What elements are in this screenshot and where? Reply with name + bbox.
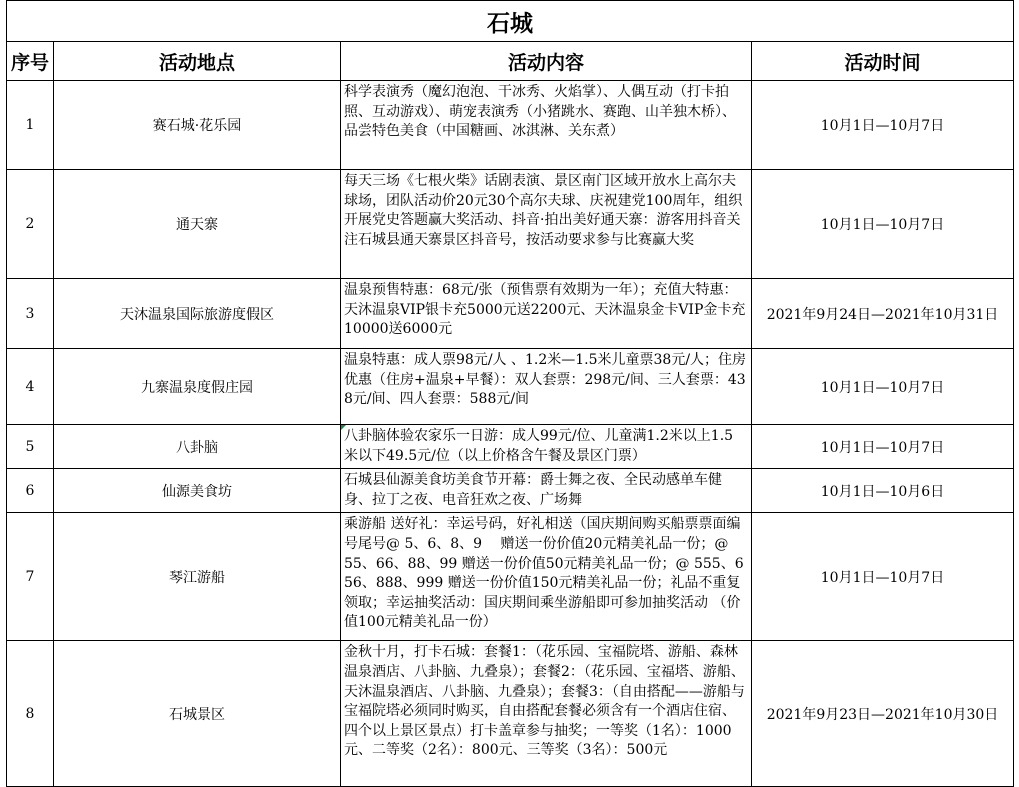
table-row [7,641,1014,787]
header-row [7,42,1014,81]
row-place: 天沐温泉国际旅游度假区 [54,279,341,349]
row-content: 每天三场《七根火柴》话剧表演、景区南门区域开放水上高尔夫球场，团队活动价20元30个高尔夫球、庆祝建党100周年，组织开展党史答题赢大奖活动、抖音·拍出美好通天寨：游客用抖音关注石城县通天寨景区抖音号，按活动要求参与比赛赢大奖 [341,170,752,279]
header-num: 序号 [7,42,54,81]
row-date: 10月1日—10月7日 [752,425,1014,469]
table-row [7,425,1014,469]
row-date: 2021年9月23日—2021年10月30日 [752,641,1014,787]
row-num: 2 [7,170,54,279]
row-num: 3 [7,279,54,349]
table-row [7,349,1014,425]
row-place: 通天寨 [54,170,341,279]
table-row [7,469,1014,513]
table-row [7,513,1014,641]
table-row [7,81,1014,170]
header-date: 活动时间 [752,42,1014,81]
header-content: 活动内容 [341,42,752,81]
table-title: 石城 [7,1,1014,42]
row-date: 10月1日—10月7日 [752,513,1014,641]
activity-table [6,0,1014,787]
row-place: 九寨温泉度假庄园 [54,349,341,425]
row-place: 赛石城·花乐园 [54,81,341,170]
row-place: 仙源美食坊 [54,469,341,513]
row-place: 八卦脑 [54,425,341,469]
row-num: 4 [7,349,54,425]
title-row [7,1,1014,42]
row-num: 7 [7,513,54,641]
row-date: 10月1日—10月6日 [752,469,1014,513]
row-content: 石城县仙源美食坊美食节开幕：爵士舞之夜、全民动感单车健身、拉丁之夜、电音狂欢之夜、广场舞 [341,469,752,513]
table-row [7,170,1014,279]
row-place: 石城景区 [54,641,341,787]
row-content: 乘游船 送好礼：幸运号码，好礼相送（国庆期间购买船票票面编号尾号@ 5、6、8、9 赠送一份价值20元精美礼品一份；@ 55、66、88、99 赠送一份价值50元精美礼品一份；@ 555、656、888、999 赠送一份价值150元精美礼品一份；礼品不重复领取；幸运抽奖活动：国庆期间乘坐游船即可参加抽奖活动 （价值100元精美礼品一份） [341,513,752,641]
activity-sheet [6,0,1013,787]
row-num: 8 [7,641,54,787]
row-content: 科学表演秀（魔幻泡泡、干冰秀、火焰掌）、人偶互动（打卡拍照、互动游戏）、萌宠表演秀（小猪跳水、赛跑、山羊独木桥）、品尝特色美食（中国糖画、冰淇淋、关东煮） [341,81,752,170]
row-date: 10月1日—10月7日 [752,349,1014,425]
row-content: 金秋十月，打卡石城：套餐1：（花乐园、宝福院塔、游船、森林温泉酒店、八卦脑、九叠泉）；套餐2：（花乐园、宝福塔、游船、天沐温泉酒店、八卦脑、九叠泉）；套餐3：（自由搭配——游船与宝福院塔必须同时购买，自由搭配套餐必须含有一个酒店住宿、四个以上景区景点）打卡盖章参与抽奖；一等奖（1名）：1000元、二等奖（2名）：800元、三等奖（3名）：500元 [341,641,752,787]
table-row [7,279,1014,349]
row-content: 八卦脑体验农家乐一日游：成人99元/位、儿童满1.2米以上1.5米以下49.5元/位（以上价格含午餐及景区门票） [341,425,752,469]
row-place: 琴江游船 [54,513,341,641]
row-num: 6 [7,469,54,513]
row-content: 温泉特惠：成人票98元/人 、1.2米—1.5米儿童票38元/人；住房优惠（住房+温泉+早餐）：双人套票：298元/间、三人套票：438元/间、四人套票：588元/间 [341,349,752,425]
row-content: 温泉预售特惠：68元/张（预售票有效期为一年）；充值大特惠：天沐温泉VIP银卡充5000元送2200元、天沐温泉金卡VIP金卡充10000送6000元 [341,279,752,349]
row-num: 5 [7,425,54,469]
row-num: 1 [7,81,54,170]
row-date: 10月1日—10月7日 [752,170,1014,279]
row-date: 10月1日—10月7日 [752,81,1014,170]
row-date: 2021年9月24日—2021年10月31日 [752,279,1014,349]
header-place: 活动地点 [54,42,341,81]
